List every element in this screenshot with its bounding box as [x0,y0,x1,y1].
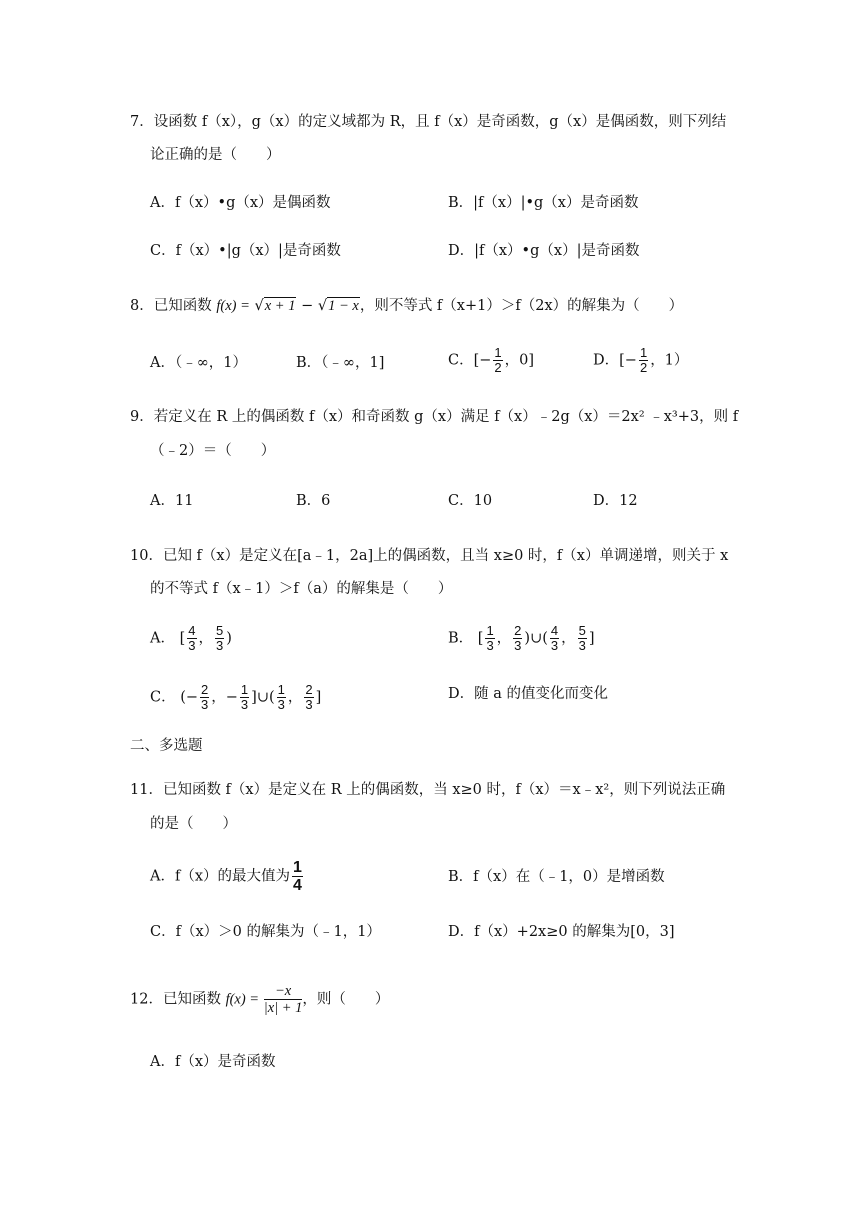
bracket: ] [315,689,322,706]
q11-option-a [150,859,305,894]
fraction [639,346,648,375]
numerator: 1 [277,682,285,697]
q11-stem-line2: 的是（ ） [150,816,237,832]
section-heading: 二、多选题 [130,738,203,754]
sqrt-icon: √ [317,298,328,314]
q12-function-name: f(x) = [225,991,260,1008]
q9-option-a: A．11 [150,493,194,509]
numerator: 2 [305,682,313,697]
q8-suffix: ，则不等式 f（x+1）＞f（2x）的解集为（ ） [359,298,684,314]
fraction [187,624,196,653]
q10-stem-line2: 的不等式 f（x﹣1）＞f（a）的解集是（ ） [150,581,453,597]
bracket: ) [226,630,232,647]
q9-option-d: D．12 [593,493,638,509]
q8-radicand-2: 1 − x [328,298,359,314]
q10-option-d: D．随 a 的值变化而变化 [448,686,608,702]
fraction [215,624,224,653]
q7-stem-line1: 7．设函数 f（x），g（x）的定义域都为 R，且 f（x）是奇函数，g（x）是偶函数，则下列结 [130,114,727,130]
denominator: 3 [486,638,494,653]
q9-option-c: C．10 [448,493,493,509]
numerator: 5 [578,623,586,638]
denominator: 2 [494,360,502,375]
fraction [485,624,494,653]
separator: ，− [211,689,238,706]
q11-option-d: D．f（x）+2x≥0 的解集为[0，3] [448,924,675,940]
denominator: 3 [240,697,249,712]
denominator: 3 [550,638,559,653]
q8-d-close: ，1） [650,352,689,369]
q10-option-c [150,683,321,712]
q8-option-a: A．（﹣∞，1） [150,355,248,371]
denominator: 3 [188,638,196,653]
q8-function-name: f(x) = [216,298,250,314]
separator: ， [496,630,512,647]
sqrt-icon: √ [254,298,264,314]
fraction [292,859,303,894]
bracket: (− [180,689,199,706]
q9-option-b: B．6 [296,493,331,509]
separator: ， [198,630,213,647]
q8-d-open: D．[ [593,352,625,369]
q11-option-b: B．f（x）在（﹣1，0）是增函数 [448,869,665,885]
numerator: 5 [216,623,224,638]
denominator: 3 [305,697,313,712]
q7-stem-line2: 论正确的是（ ） [150,147,281,163]
q10-option-a [150,624,232,653]
bracket: ] [588,630,595,647]
q12-suffix: ，则（ ） [302,991,390,1008]
q12-stem [130,983,389,1016]
option-label: B． [448,630,474,647]
q7-option-a: A．f（x）•g（x）是偶函数 [150,195,331,211]
denominator: 3 [201,697,209,712]
fraction [550,624,559,653]
fraction [493,346,502,375]
numerator: 4 [188,623,196,638]
q12-option-a: A．f（x）是奇函数 [150,1054,276,1070]
denominator: 3 [277,697,285,712]
numerator: 2 [514,623,522,638]
option-label: A． [150,630,175,647]
fraction [240,683,249,712]
q8-c-close: ，0] [504,352,535,369]
numerator: 1 [486,623,494,638]
denominator: |x| + 1 [263,1000,303,1016]
denominator: 3 [514,638,522,653]
q8-option-b: B．（﹣∞，1] [296,355,385,371]
separator: ， [561,630,576,647]
denominator: 2 [639,360,648,375]
bracket: [ [477,630,484,647]
fraction [578,624,587,653]
numerator: 4 [550,623,559,638]
fraction [304,683,313,712]
q10-option-b [448,624,595,653]
option-label: C． [150,689,176,706]
q12-prefix: 12．已知函数 [130,991,221,1008]
q9-stem-line1: 9．若定义在 R 上的偶函数 f（x）和奇函数 g（x）满足 f（x）﹣2g（x）＝2x² ﹣x³+3，则 f [130,409,739,425]
fraction [200,683,209,712]
fraction [277,683,286,712]
q8-minus: − [296,298,318,314]
fraction [513,624,522,653]
q8-c-open: C．[ [448,352,480,369]
numerator: 1 [240,682,249,697]
numerator: −x [274,983,292,999]
numerator: 1 [293,859,302,876]
union-symbol: )∪( [524,630,548,647]
denominator: 4 [293,877,302,894]
q7-option-c: C．f（x）•|g（x）|是奇函数 [150,243,341,259]
q8-radicand-1: x + 1 [264,298,296,314]
q7-option-d: D．|f（x）•g（x）|是奇函数 [448,243,640,259]
numerator: 1 [494,345,502,360]
q8-prefix: 8．已知函数 [130,298,212,314]
q10-stem-line1: 10．已知 f（x）是定义在[a﹣1，2a]上的偶函数，且当 x≥0 时，f（x）单调递增，则关于 x [130,548,729,564]
q9-stem-line2: （﹣2）＝（ ） [150,443,276,459]
denominator: 3 [578,638,586,653]
separator: ， [287,689,303,706]
q11-option-c: C．f（x）＞0 的解集为（﹣1，1） [150,924,381,940]
denominator: 3 [216,638,224,653]
bracket: [ [179,630,186,647]
numerator: 1 [639,345,648,360]
union-symbol: ]∪( [251,689,275,706]
numerator: 2 [201,682,209,697]
q8-option-d: D．[− $\frac{1}{2}$ ，1） [593,345,689,375]
q8-option-c: C．[− $\frac{1}{2}$ ，0] [448,345,535,375]
q7-option-b: B．|f（x）|•g（x）是奇函数 [448,195,639,211]
option-text: A．f（x）的最大值为 [150,868,291,885]
fraction [264,983,303,1016]
q8-stem [130,295,683,317]
q11-stem-line1: 11．已知函数 f（x）是定义在 R 上的偶函数，当 x≥0 时，f（x）＝x﹣x²，则下列说法正确 [130,782,726,798]
